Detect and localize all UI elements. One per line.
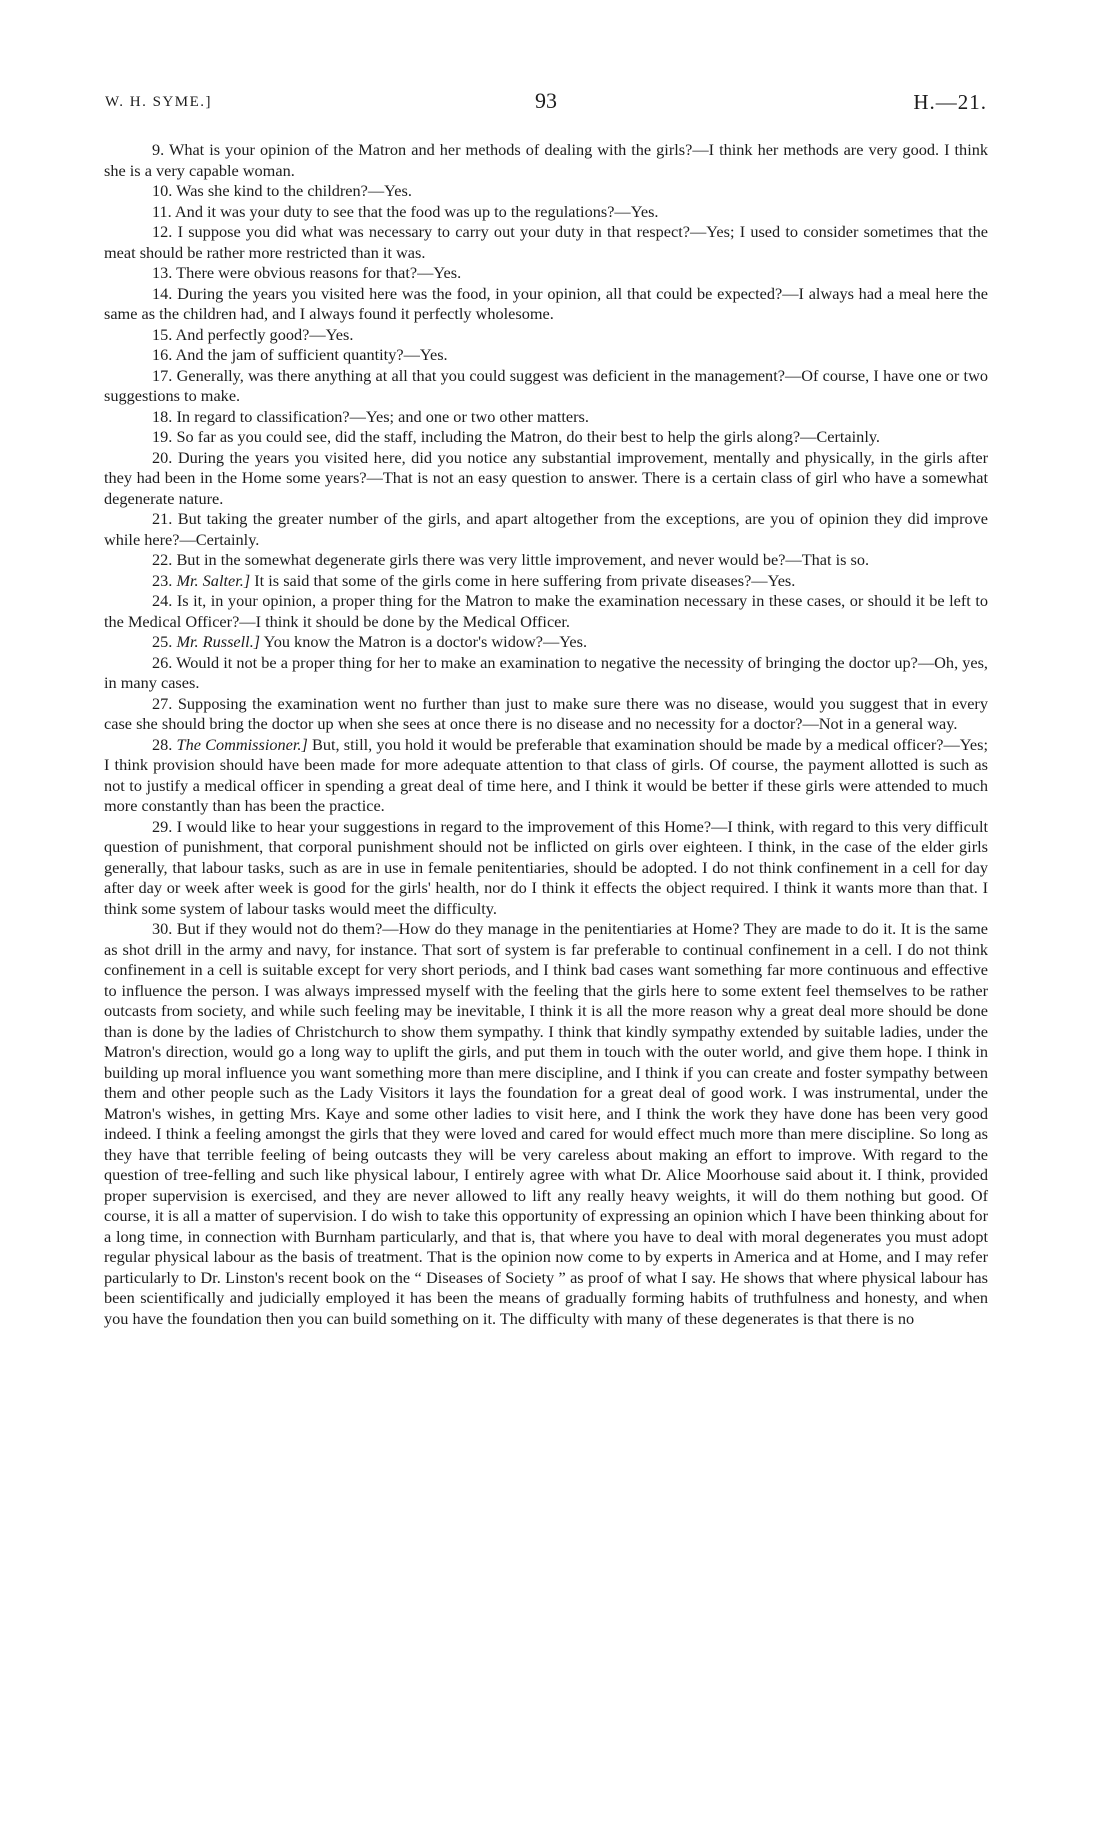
question-26: 26. Would it not be a proper thing for her to make an examination to negative the necessity of bringing the doctor up?—Oh, yes, in many cases.	[104, 652, 988, 692]
question-12: 12. I suppose you did what was necessary to carry out your duty in that respect?—Yes; I used to consider sometimes that the meat should be rather more restricted than it was.	[104, 222, 988, 262]
page-number: 93	[535, 88, 557, 113]
question-16: 16. And the jam of sufficient quantity?—Yes.	[152, 345, 448, 364]
question-28: 28. The Commissioner.] But, still, you hold it would be preferable that examination should be made by a medical officer?—Yes; I think provision should have been made for more adequate attention to that class of girls. Of course, the payment allotted is such as not to justify a medical officer in spending a great deal of time here, and I think it would be better if these girls were attended to much more constantly than has been the practice.	[104, 734, 988, 815]
question-17: 17. Generally, was there anything at all that you could suggest was deficient in the management?—Of course, I have one or two suggestions to make.	[104, 365, 988, 405]
question-25: 25. Mr. Russell.] You know the Matron is a doctor's widow?—Yes.	[152, 632, 588, 651]
question-14: 14. During the years you visited here was the food, in your opinion, all that could be expected?—I always had a meal here the same as the children had, and I always found it perfectly wholesome.	[104, 283, 988, 323]
question-15: 15. And perfectly good?—Yes.	[152, 324, 354, 344]
question-9: 9. What is your opinion of the Matron and her methods of dealing with the girls?—I think her methods are very good. I think she is a very capable woman.	[104, 140, 988, 180]
question-30: 30. But if they would not do them?—How do they manage in the penitentiaries at Home? They are made to do it. It is the same as shot drill in the army and navy, for instance. That sort of system is far preferable to continual confinement in a cell. I do not think confinement in a cell is suitable except for very short periods, and I think bad cases want something far more continuous and effective to influence the person. I was always impressed myself with the feeling that the girls here to some extent feel themselves to be rather outcasts from society, and while such feeling may be inevitable, I think it is all the more reason why a great deal more should be done than is done by the ladies of Christchurch to show them sympathy. I think that kindly sympathy extended by suitable ladies, under the Matron's direction, would go a long way to uplift the girls, and put them in touch with the outer world, and give them hope. I think in building up moral influence you want something more than mere discipline, and I think if you can create and foster sympathy between them and other people such as the Lady Visitors it lays the foundation for a great deal of good work. I was instrumental, under the Matron's wishes, in getting Mrs. Kaye and some other ladies to visit here, and I think the work they have done has been very good indeed. I think a feeling amongst the girls that they were loved and cared for would effect much more than mere discipline. So long as they have that terrible feeling of being outcasts they will be very careless about making an effort to improve. With regard to the question of tree-felling and such like physical labour, I entirely agree with what Dr. Alice Moorhouse said about it. I think, provided proper supervision is exercised, and they are never allowed to lift any really heavy weights, it will do them nothing but good. Of course, it is all a matter of supervision. I do wish to take this opportunity of expressing an opinion which I have been thinking about for a long time, in connection with Burnham particularly, and that is, that where you have to deal with moral degenerates you must adopt regular physical labour as the basis of treatment. That is the opinion now come to by experts in America and at Home, and I may refer particularly to Dr. Linston's recent book on the “ Diseases of Society ” as proof of what I say. He shows that where physical labour has been scientifically and judicially employed it has been the means of gradually forming habits of truthfulness and honesty, and when you have the foundation then you can build something on it. The difficulty with many of these degenerates is that there is no	[104, 919, 989, 1328]
question-21: 21. But taking the greater number of the girls, and apart altogether from the exceptions, are you of opinion they did improve while here?—Certainly.	[104, 509, 988, 549]
question-27: 27. Supposing the examination went no further than just to make sure there was no disease, would you suggest that in every case she should bring the doctor up when she sees at once there is no disease and no necessity for a doctor?—Not in a general way.	[104, 693, 988, 733]
page-header	[105, 88, 987, 122]
speaker-label: Mr. Russell.]	[176, 632, 261, 651]
question-18: 18. In regard to classification?—Yes; and one or two other matters.	[152, 406, 589, 426]
question-23: 23. Mr. Salter.] It is said that some of the girls come in here suffering from private diseases?—Yes.	[152, 570, 796, 590]
witness-name: W. H. SYME.]	[105, 94, 213, 110]
question-19: 19. So far as you could see, did the staff, including the Matron, do their best to help the girls along?—Certainly.	[152, 427, 880, 446]
question-11: 11. And it was your duty to see that the food was up to the regulations?—Yes.	[152, 201, 659, 221]
speaker-label: Mr. Salter.]	[176, 570, 251, 590]
question-13: 13. There were obvious reasons for that?—Yes.	[152, 263, 462, 282]
question-24: 24. Is it, in your opinion, a proper thing for the Matron to make the examination necessary in these cases, or should it be left to the Medical Officer?—I think it should be done by the Medical Officer.	[104, 591, 989, 631]
question-20: 20. During the years you visited here, did you notice any substantial improvement, mentally and physically, in the girls after they had been in the Home some years?—That is not an easy question to answer. There is a certain class of girl who have a somewhat degenerate nature.	[104, 447, 988, 508]
document-reference: H.—21.	[913, 90, 987, 114]
question-29: 29. I would like to hear your suggestions in regard to the improvement of this Home?—I think, with regard to this very difficult question of punishment, that corporal punishment should not be inflicted on girls over eighteen. I think, in the case of the elder girls generally, that labour tasks, such as are in use in female penitentiaries, should be adopted. I do not think confinement in a cell for day after day or week after week is good for the girls' health, nor do I think it effects the object required. I think it wants more than that. I think some system of labour tasks would meet the difficulty.	[104, 816, 988, 918]
evidence-text	[104, 140, 988, 1329]
speaker-label: The Commissioner.]	[176, 734, 308, 754]
question-10: 10. Was she kind to the children?—Yes.	[152, 181, 412, 200]
question-22: 22. But in the somewhat degenerate girls there was very little improvement, and never would be?—That is so.	[152, 550, 870, 569]
